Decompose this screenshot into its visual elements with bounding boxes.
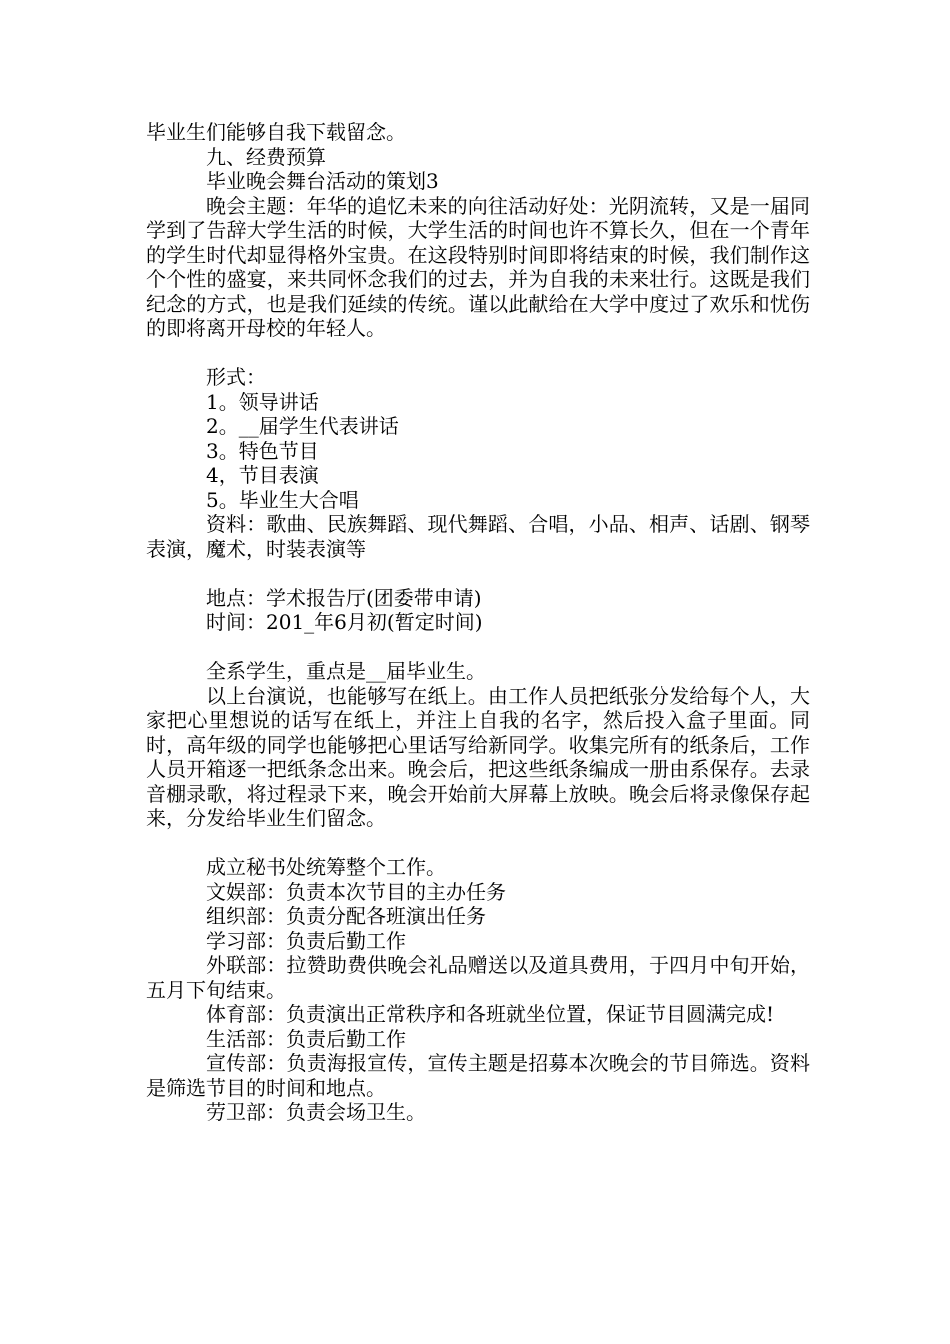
form-heading: 形式：: [206, 365, 266, 389]
org-line: 文娱部：负责本次节目的主办任务: [206, 879, 506, 904]
blank-line: [146, 341, 810, 366]
org-line: 学习部：负责后勤工作: [206, 928, 406, 953]
org-paragraph: 外联部：拉赞助费供晚会礼品赠送以及道具费用，于四月中旬开始，五月下旬结束。: [146, 953, 810, 1002]
document-page: [146, 120, 810, 1125]
list-item: 3。特色节目: [206, 438, 319, 463]
org-line: 成立秘书处统筹整个工作。: [206, 855, 446, 879]
org-paragraph: 体育部：负责演出正常秩序和各班就坐位置，保证节目圆满完成!: [206, 1002, 775, 1026]
place-line: 地点：学术报告厅(团委带申请): [206, 585, 482, 610]
org-line: 组织部：负责分配各班演出任务: [206, 904, 486, 928]
org-paragraph: 宣传部：负责海报宣传，宣传主题是招募本次晚会的节目筛选。资料是筛选节目的时间和地点。: [146, 1051, 810, 1100]
list-item: 5。毕业生大合唱: [206, 487, 359, 512]
activity-paragraph: 以上台演说，也能够写在纸上。由工作人员把纸张分发给每个人，大家把心里想说的话写在纸上，并注上自我的名字，然后投入盒子里面。同时，高年级的同学也能够把心里话写给新同学。收集完所有的纸条后，工作人员开箱逐一把纸条念出来。晚会后，把这些纸条编成一册由系保存。去录音棚录歌，将过程录下来，晚会开始前大屏幕上放映。晚会后将录像保存起来，分发给毕业生们留念。: [146, 683, 810, 830]
section-heading: 九、经费预算: [206, 144, 326, 169]
theme-paragraph: 晚会主题：年华的追忆未来的向往活动好处：光阴流转，又是一届同学到了告辞大学生活的时候，大学生活的时间也许不算长久，但在一个青年的学生时代却显得格外宝贵。在这段特别时间即将结束的时候，我们制作这个个性的盛宴，来共同怀念我们的过去，并为自我的未来壮行。这既是我们纪念的方式，也是我们延续的传统。谨以此献给在大学中度过了欢乐和忧伤的即将离开母校的年轻人。: [146, 193, 810, 340]
list-item: 1。领导讲话: [206, 389, 319, 414]
list-item: 4，节目表演: [206, 463, 319, 487]
audience-line: 全系学生，重点是__届毕业生。: [206, 659, 486, 683]
blank-line: [146, 635, 810, 660]
blank-line: [146, 831, 810, 856]
blank-line: [146, 561, 810, 586]
list-item: 2。__届学生代表讲话: [206, 414, 399, 438]
text-line: 毕业生们能够自我下载留念。: [146, 120, 406, 144]
content-paragraph: 资料：歌曲、民族舞蹈、现代舞蹈、合唱，小品、相声、话剧、钢琴表演，魔术，时装表演等: [146, 512, 810, 561]
section-title: 毕业晚会舞台活动的策划3: [206, 169, 439, 193]
time-line: 时间：201_年6月初(暂定时间): [206, 610, 483, 634]
org-line: 生活部：负责后勤工作: [206, 1026, 406, 1051]
org-line: 劳卫部：负责会场卫生。: [206, 1100, 426, 1124]
